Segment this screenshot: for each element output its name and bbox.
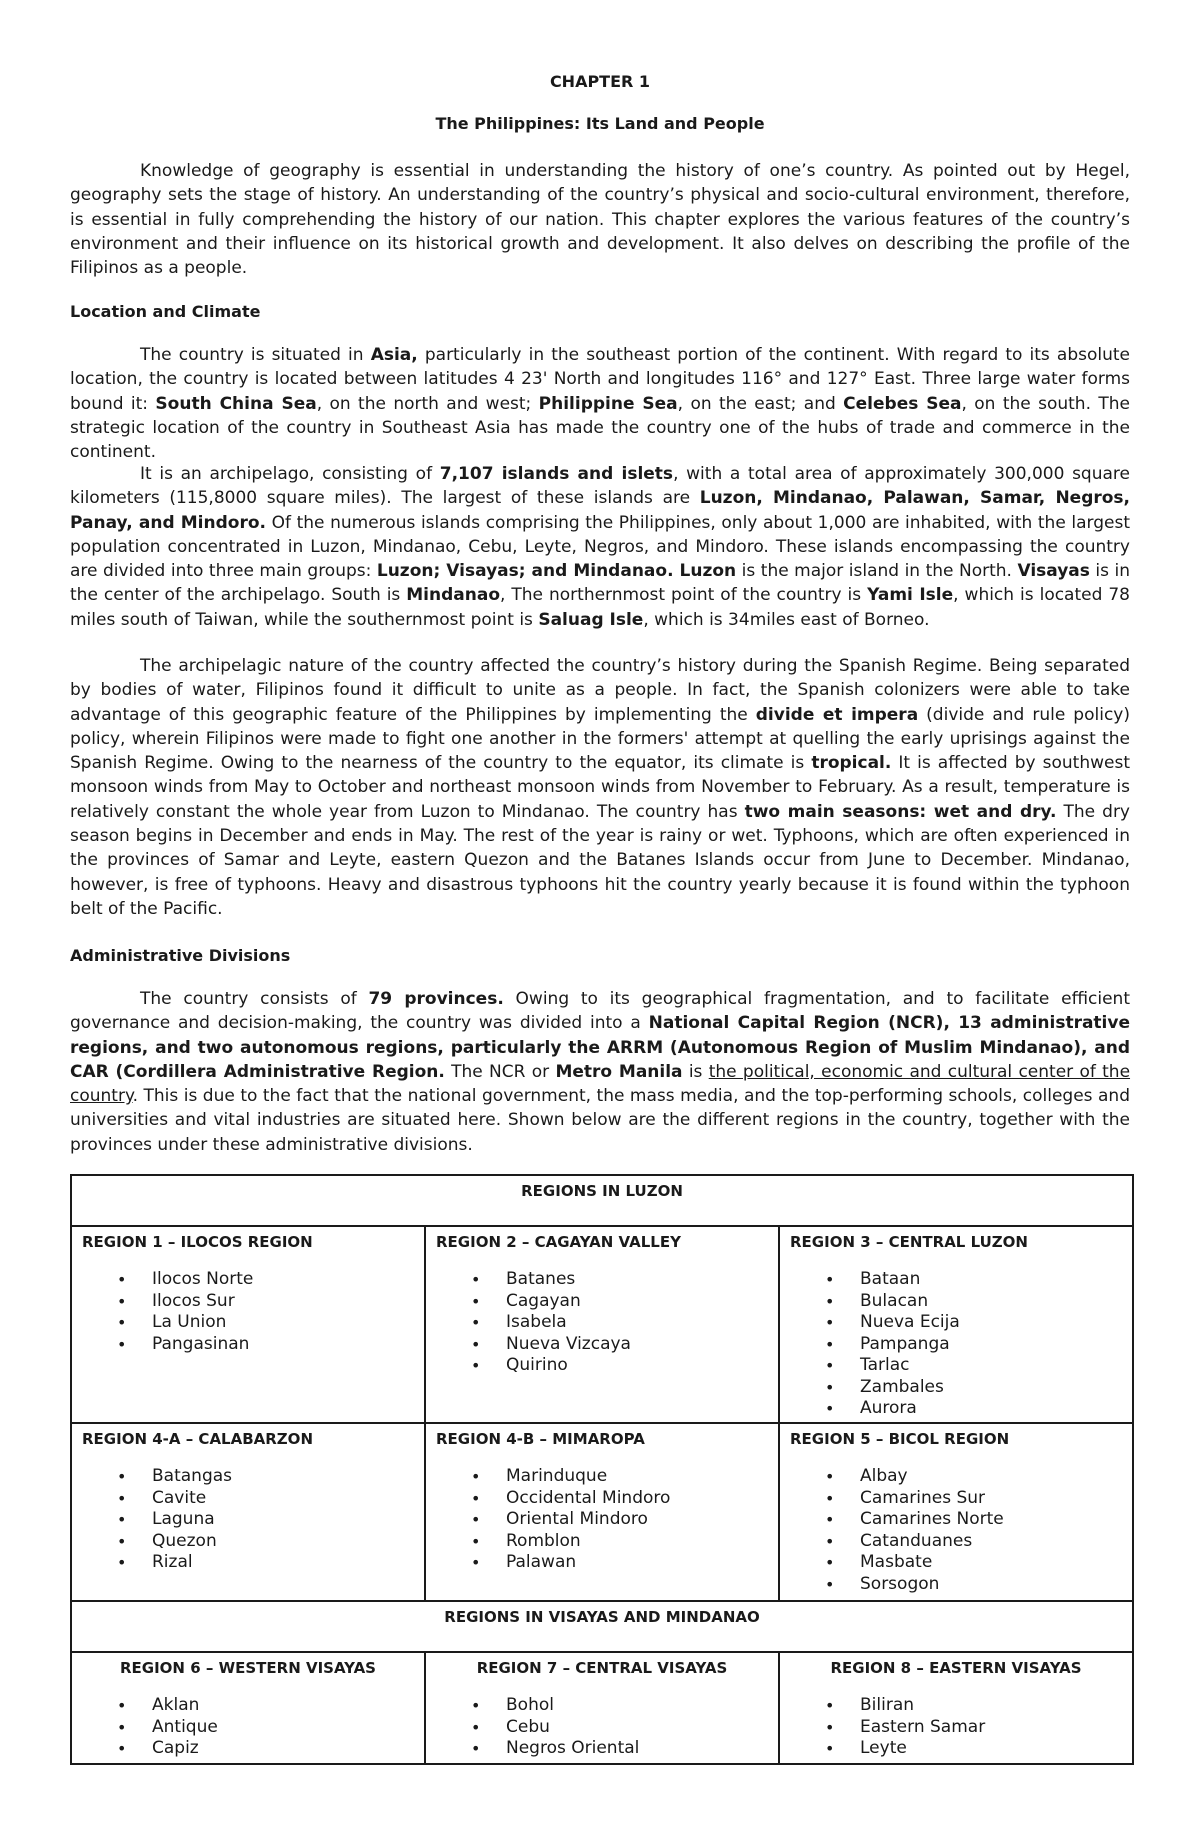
province-item: • Batangas xyxy=(152,1466,414,1488)
province-item: • Sorsogon xyxy=(860,1574,1122,1596)
province-list xyxy=(436,1695,768,1760)
province-item: • Laguna xyxy=(152,1509,414,1531)
province-item: • Leyte xyxy=(860,1738,1122,1760)
province-item: • Albay xyxy=(860,1466,1122,1488)
region-name: REGION 4-B – MIMAROPA xyxy=(436,1430,645,1448)
region-name: REGION 2 – CAGAYAN VALLEY xyxy=(436,1233,681,1251)
province-item: • Aklan xyxy=(152,1695,414,1717)
province-item: • Aurora xyxy=(860,1398,1122,1420)
province-item: • Nueva Ecija xyxy=(860,1312,1122,1334)
intro-text: Knowledge of geography is essential in understanding the history of one’s country. As pointed out by Hegel, geography sets the stage of history. An understanding of the country’s physical and socio-cultural environment, therefore, is essential in fully comprehending the history of our nation. This chapter explores the various features of the country’s environment and their influence on its historical growth and development. It also delves on describing the profile of the Filipinos as a people. xyxy=(70,161,1130,279)
luzon-header: REGIONS IN LUZON xyxy=(71,1175,1133,1226)
table-header-row xyxy=(71,1175,1133,1226)
region-cell xyxy=(71,1226,425,1423)
section-heading-admin: Administrative Divisions xyxy=(70,946,291,965)
table-row xyxy=(71,1226,1133,1423)
admin-paragraph-1: The country consists of 79 provinces. Owing to its geographical fragmentation, and to facilitate efficient governance and decision-making, the country was divided into a National Capital Region (NCR), 13 administrative regions, and two autonomous regions, particularly the ARRM (Autonomous Region of Muslim Mindanao), and CAR (Cordillera Administrative Region. The NCR or Metro Manila is the political, economic and cultural center of the country. This is due to the fact that the national government, the mass media, and the top-performing schools, colleges and universities and vital industries are situated here. Shown below are the different regions in the country, together with the provinces under these administrative divisions. xyxy=(70,989,1131,1155)
province-item: • Catanduanes xyxy=(860,1531,1122,1553)
province-item: • Biliran xyxy=(860,1695,1122,1717)
visayas-mindanao-header: REGIONS IN VISAYAS AND MINDANAO xyxy=(71,1601,1133,1652)
region-name: REGION 7 – CENTRAL VISAYAS xyxy=(476,1659,728,1677)
province-item: • Bohol xyxy=(506,1695,768,1717)
province-item: • Eastern Samar xyxy=(860,1717,1122,1739)
region-name: REGION 8 – EASTERN VISAYAS xyxy=(830,1659,1082,1677)
location-paragraph-3: The archipelagic nature of the country affected the country’s history during the Spanish Regime. Being separated by bodies of water, Filipinos found it difficult to unite as a people. In fact, the Spanish colonizers were able to take advantage of this geographic feature of the Philippines by implementing the divide et impera (divide and rule policy) policy, wherein Filipinos were made to fight one another in the formers' attempt at quelling the early uprisings against the Spanish Regime. Owing to the nearness of the country to the equator, its climate is tropical. It is affected by southwest monsoon winds from May to October and northeast monsoon winds from November to February. As a result, temperature is relatively constant the whole year from Luzon to Mindanao. The country has two main seasons: wet and dry. The dry season begins in December and ends in May. The rest of the year is rainy or wet. Typhoons, which are often experienced in the provinces of Samar and Leyte, eastern Quezon and the Batanes Islands occur from June to December. Mindanao, however, is free of typhoons. Heavy and disastrous typhoons hit the country yearly because it is found within the typhoon belt of the Pacific. xyxy=(70,656,1131,919)
province-item: • Nueva Vizcaya xyxy=(506,1334,768,1356)
province-item: • Marinduque xyxy=(506,1466,768,1488)
province-item: • Occidental Mindoro xyxy=(506,1488,768,1510)
province-item: • Negros Oriental xyxy=(506,1738,768,1760)
location-paragraph-1: The country is situated in Asia, particularly in the southeast portion of the continent. With regard to its absolute location, the country is located between latitudes 4 23' North and longitudes 116° and 127° East. Three large water forms bound it: South China Sea, on the north and west; Philippine Sea, on the east; and Celebes Sea, on the south. The strategic location of the country in Southeast Asia has made the country one of the hubs of trade and commerce in the continent. xyxy=(70,345,1130,463)
province-item: • Camarines Sur xyxy=(860,1488,1122,1510)
province-list xyxy=(436,1466,768,1574)
province-item: • Bulacan xyxy=(860,1291,1122,1313)
region-cell xyxy=(425,1423,779,1601)
region-name: REGION 6 – WESTERN VISAYAS xyxy=(119,1659,376,1677)
region-name: REGION 5 – BICOL REGION xyxy=(790,1430,1010,1448)
region-cell xyxy=(425,1226,779,1423)
province-list xyxy=(82,1695,414,1760)
province-item: • Isabela xyxy=(506,1312,768,1334)
province-item: • Palawan xyxy=(506,1552,768,1574)
province-item: • Antique xyxy=(152,1717,414,1739)
regions-table xyxy=(70,1174,1134,1765)
chapter-title: The Philippines: Its Land and People xyxy=(435,114,765,133)
province-item: • Rizal xyxy=(152,1552,414,1574)
region-name: REGION 4-A – CALABARZON xyxy=(82,1430,313,1448)
province-item: • Romblon xyxy=(506,1531,768,1553)
province-item: • Batanes xyxy=(506,1269,768,1291)
province-item: • Ilocos Sur xyxy=(152,1291,414,1313)
province-list xyxy=(790,1695,1122,1760)
province-item: • Cavite xyxy=(152,1488,414,1510)
region-cell xyxy=(71,1652,425,1764)
province-list xyxy=(790,1466,1122,1595)
location-paragraph-2: It is an archipelago, consisting of 7,107 islands and islets, with a total area of approximately 300,000 square kilometers (115,8000 square miles). The largest of these islands are Luzon, Mindanao, Palawan, Samar, Negros, Panay, and Mindoro. Of the numerous islands comprising the Philippines, only about 1,000 are inhabited, with the largest population concentrated in Luzon, Mindanao, Cebu, Leyte, Negros, and Mindoro. These islands encompassing the country are divided into three main groups: Luzon; Visayas; and Mindanao. Luzon is the major island in the North. Visayas is in the center of the archipelago. South is Mindanao, The northernmost point of the country is Yami Isle, which is located 78 miles south of Taiwan, while the southernmost point is Saluag Isle, which is 34miles east of Borneo. xyxy=(70,464,1131,630)
province-item: • Ilocos Norte xyxy=(152,1269,414,1291)
province-item: • Camarines Norte xyxy=(860,1509,1122,1531)
province-list xyxy=(82,1269,414,1355)
table-row xyxy=(71,1652,1133,1764)
province-item: • Capiz xyxy=(152,1738,414,1760)
region-name: REGION 1 – ILOCOS REGION xyxy=(82,1233,313,1251)
region-name: REGION 3 – CENTRAL LUZON xyxy=(790,1233,1028,1251)
section-heading-location: Location and Climate xyxy=(70,302,261,321)
province-list xyxy=(82,1466,414,1574)
province-item: • Masbate xyxy=(860,1552,1122,1574)
region-cell xyxy=(779,1226,1133,1423)
region-cell xyxy=(779,1652,1133,1764)
province-item: • Quezon xyxy=(152,1531,414,1553)
province-item: • Cebu xyxy=(506,1717,768,1739)
province-list xyxy=(790,1269,1122,1420)
province-item: • Tarlac xyxy=(860,1355,1122,1377)
region-cell xyxy=(425,1652,779,1764)
province-list xyxy=(436,1269,768,1377)
province-item: • La Union xyxy=(152,1312,414,1334)
table-header-row xyxy=(71,1601,1133,1652)
province-item: • Pangasinan xyxy=(152,1334,414,1356)
province-item: • Bataan xyxy=(860,1269,1122,1291)
region-cell xyxy=(71,1423,425,1601)
province-item: • Quirino xyxy=(506,1355,768,1377)
table-row xyxy=(71,1423,1133,1601)
province-item: • Pampanga xyxy=(860,1334,1122,1356)
province-item: • Zambales xyxy=(860,1377,1122,1399)
province-item: • Oriental Mindoro xyxy=(506,1509,768,1531)
province-item: • Cagayan xyxy=(506,1291,768,1313)
chapter-label: CHAPTER 1 xyxy=(549,72,651,91)
region-cell xyxy=(779,1423,1133,1601)
intro-paragraph xyxy=(70,159,1130,280)
